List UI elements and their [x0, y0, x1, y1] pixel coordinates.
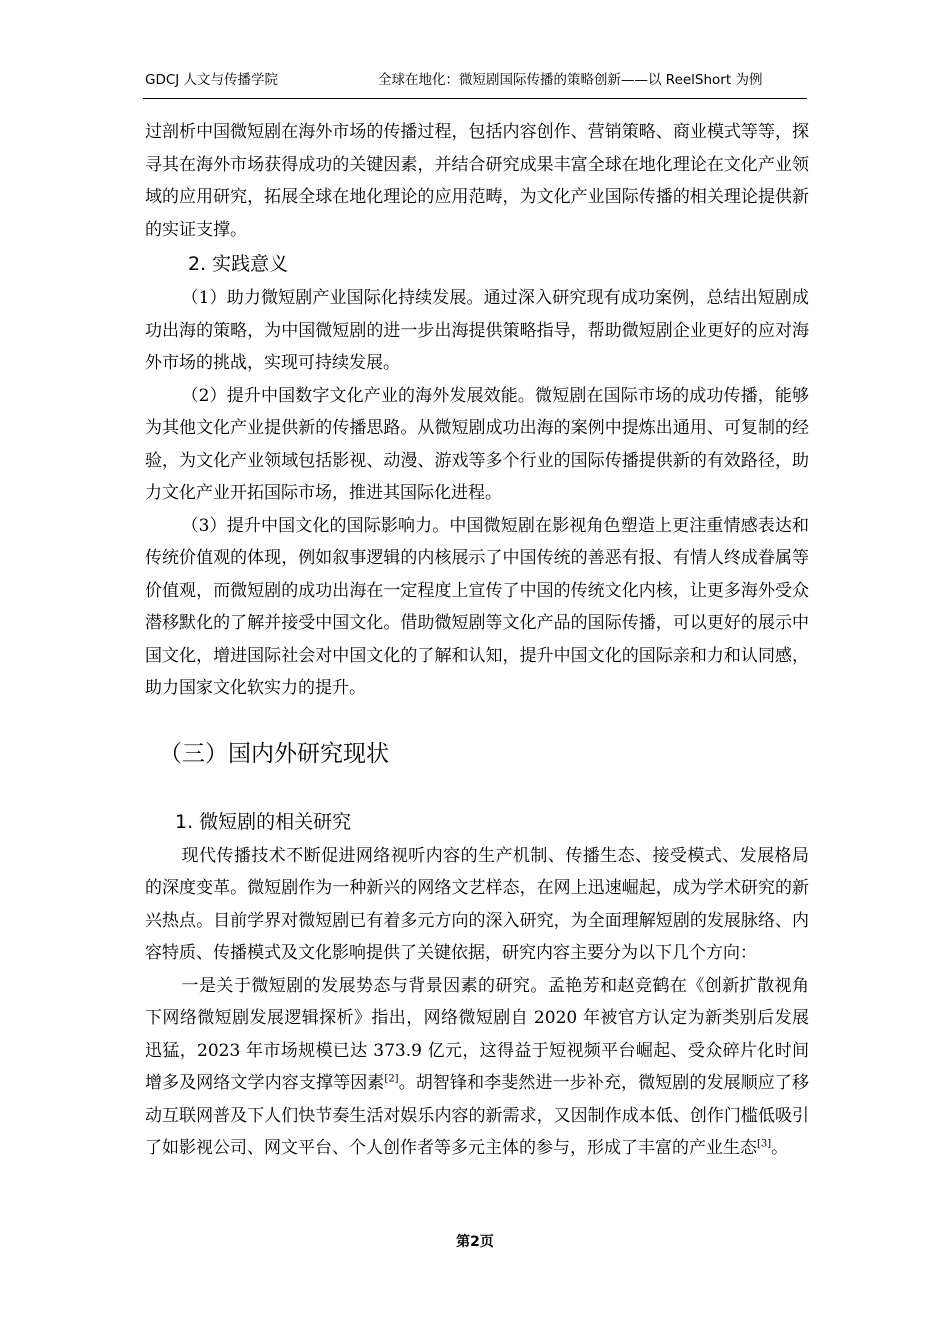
- body-text: [145, 116, 809, 1165]
- page-number: 第2页: [456, 1234, 494, 1250]
- paragraph-practical-1: （1）助力微短剧产业国际化持续发展。通过深入研究现有成功案例，总结出短剧成功出海的策略，为中国微短剧的进一步出海提供策略指导，帮助微短剧企业更好的应对海外市场的挑战，实现可持续发展。: [145, 288, 809, 373]
- paragraph-research-intro: 现代传播技术不断促进网络视听内容的生产机制、传播生态、接受模式、发展格局的深度变革。微短剧作为一种新兴的网络文艺样态，在网上迅速崛起，成为学术研究的新兴热点。目前学界对微短剧已有着多元方向的深入研究，为全面理解短剧的发展脉络、内容特质、传播模式及文化影响提供了关键依据，研究内容主要分为以下几个方向：: [145, 845, 809, 963]
- heading-research-status: （三）国内外研究现状: [159, 740, 389, 767]
- header-institution: GDCJ 人文与传播学院: [145, 72, 279, 88]
- paragraph-text-a: 一是关于微短剧的发展势态与背景因素的研究。孟艳芳和赵竞鹤在《创新扩散视角下网络微短剧发展逻辑探析》指出，网络微短剧自 2020 年被官方认定为新类别后发展迅猛，2023 年市场规模已达 373.9 亿元，这得益于短视频平台崛起、受众碎片化时间增多及网络文学内容支撑等因素: [145, 975, 809, 1093]
- heading-practical-significance: 2. 实践意义: [188, 253, 289, 275]
- heading-related-research: 1. 微短剧的相关研究: [175, 810, 352, 833]
- paragraph-text-b: 。胡智锋和李斐然进一步补充，微短剧的发展顺应了移动互联网普及下人们快节奏生活对娱乐内容的新需求，又因制作成本低、创作门槛低吸引了如影视公司、网文平台、个人创作者等多元主体的参与，形成了丰富的产业生态: [145, 1073, 810, 1158]
- paragraph-continued: 过剖析中国微短剧在海外市场的传播过程，包括内容创作、营销策略、商业模式等等，探寻其在海外市场获得成功的关键因素，并结合研究成果丰富全球在地化理论在文化产业领域的应用研究，拓展全球在地化理论的应用范畴，为文化产业国际传播的相关理论提供新的实证支撑。: [145, 122, 809, 240]
- paragraph-text-c: 。: [771, 1138, 789, 1158]
- paragraph-practical-3: （3）提升中国文化的国际影响力。中国微短剧在影视角色塑造上更注重情感表达和传统价值观的体现，例如叙事逻辑的内核展示了中国传统的善恶有报、有情人终成眷属等价值观，而微短剧的成功出海在一定程度上宣传了中国的传统文化内核，让更多海外受众潜移默化的了解并接受中国文化。借助微短剧等文化产品的国际传播，可以更好的展示中国文化，增进国际社会对中国文化的了解和认知，提升中国文化的国际亲和力和认同感，助力国家文化软实力的提升。: [145, 515, 809, 698]
- paragraph-practical-2: （2）提升中国数字文化产业的海外发展效能。微短剧在国际市场的成功传播，能够为其他文化产业提供新的传播思路。从微短剧成功出海的案例中提炼出通用、可复制的经验，为文化产业领域包括影视、动漫、游戏等多个行业的国际传播提供新的有效路径，助力文化产业开拓国际市场，推进其国际化进程。: [145, 385, 809, 503]
- citation-ref: [2]: [384, 1073, 399, 1085]
- header-title: 全球在地化：微短剧国际传播的策略创新——以 ReelShort 为例: [378, 72, 763, 88]
- paragraph-research-first-direction: [145, 970, 809, 1165]
- citation-ref: [3]: [757, 1138, 772, 1150]
- header-rule: [143, 98, 807, 99]
